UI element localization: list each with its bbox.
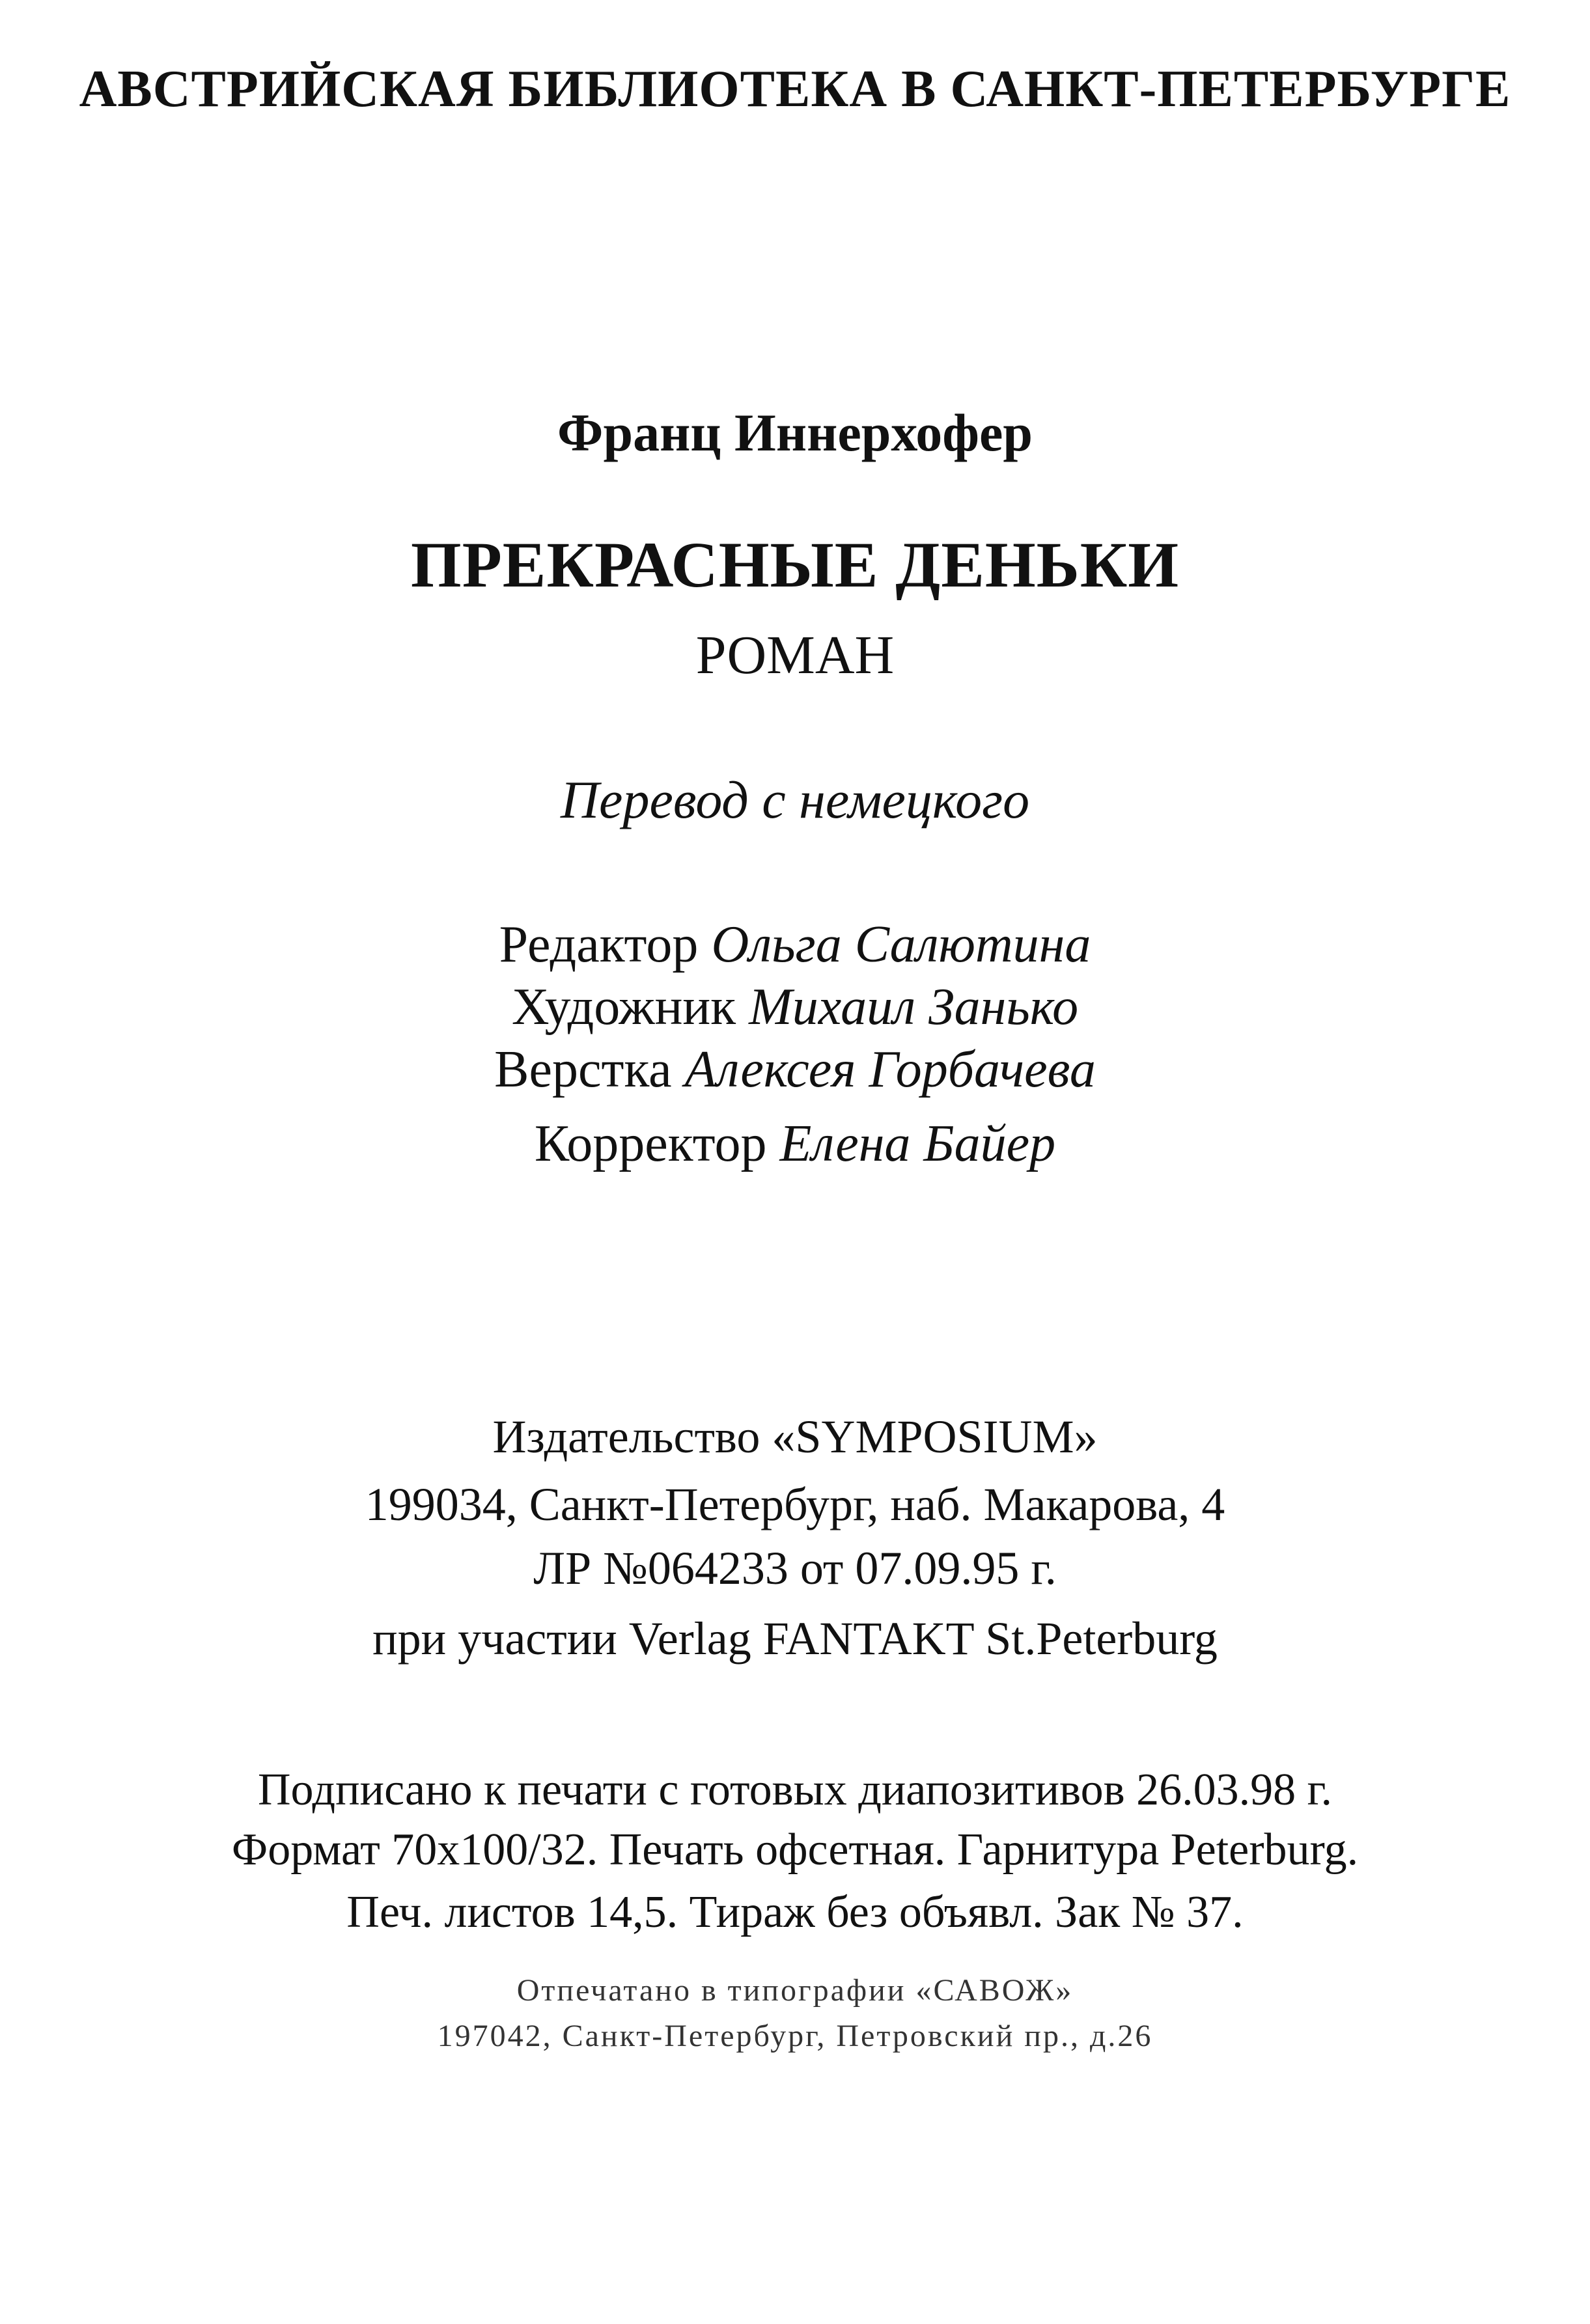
translation-note: Перевод с немецкого (560, 770, 1030, 829)
print-format: Формат 70x100/32. Печать офсетная. Гарнитура Peterburg. (231, 1825, 1359, 1875)
printer-address: 197042, Санкт-Петербург, Петровский пр., д.26 (437, 2019, 1153, 2053)
publisher-partner: при участии Verlag FANTAKT St.Peterburg (372, 1612, 1218, 1665)
credit-editor (0, 915, 1590, 975)
publisher-license: ЛР №064233 от 07.09.95 г. (533, 1542, 1057, 1594)
credit-person: Михаил Занько (749, 978, 1079, 1036)
credit-layout (0, 1040, 1590, 1100)
credit-person: Ольга Салютина (711, 916, 1091, 973)
print-sheets: Печ. листов 14,5. Тираж без объявл. Зак № 37. (346, 1887, 1244, 1937)
book-genre: РОМАН (695, 625, 895, 685)
author-name: Франц Иннерхофер (557, 403, 1033, 462)
print-signed: Подписано к печати с готовых диапозитивов 26.03.98 г. (258, 1765, 1332, 1815)
book-title: ПРЕКРАСНЫЕ ДЕНЬКИ (410, 529, 1180, 601)
publisher-name: Издательство «SYMPOSIUM» (492, 1411, 1098, 1463)
credit-role: Художник (511, 978, 736, 1036)
credit-proofreader (0, 1114, 1590, 1174)
printer-name: Отпечатано в типографии «САВОЖ» (516, 1973, 1074, 2008)
series-title: АВСТРИЙСКАЯ БИБЛИОТЕКА В САНКТ-ПЕТЕРБУРГЕ (79, 61, 1511, 118)
publisher-address: 199034, Санкт-Петербург, наб. Макарова, 4 (365, 1478, 1225, 1530)
credit-role: Редактор (499, 916, 699, 973)
credit-role: Корректор (534, 1115, 767, 1172)
credit-person: Елена Байер (779, 1115, 1056, 1172)
credit-role: Верстка (494, 1041, 672, 1098)
credit-artist (0, 978, 1590, 1037)
credit-person: Алексея Горбачева (684, 1041, 1096, 1098)
